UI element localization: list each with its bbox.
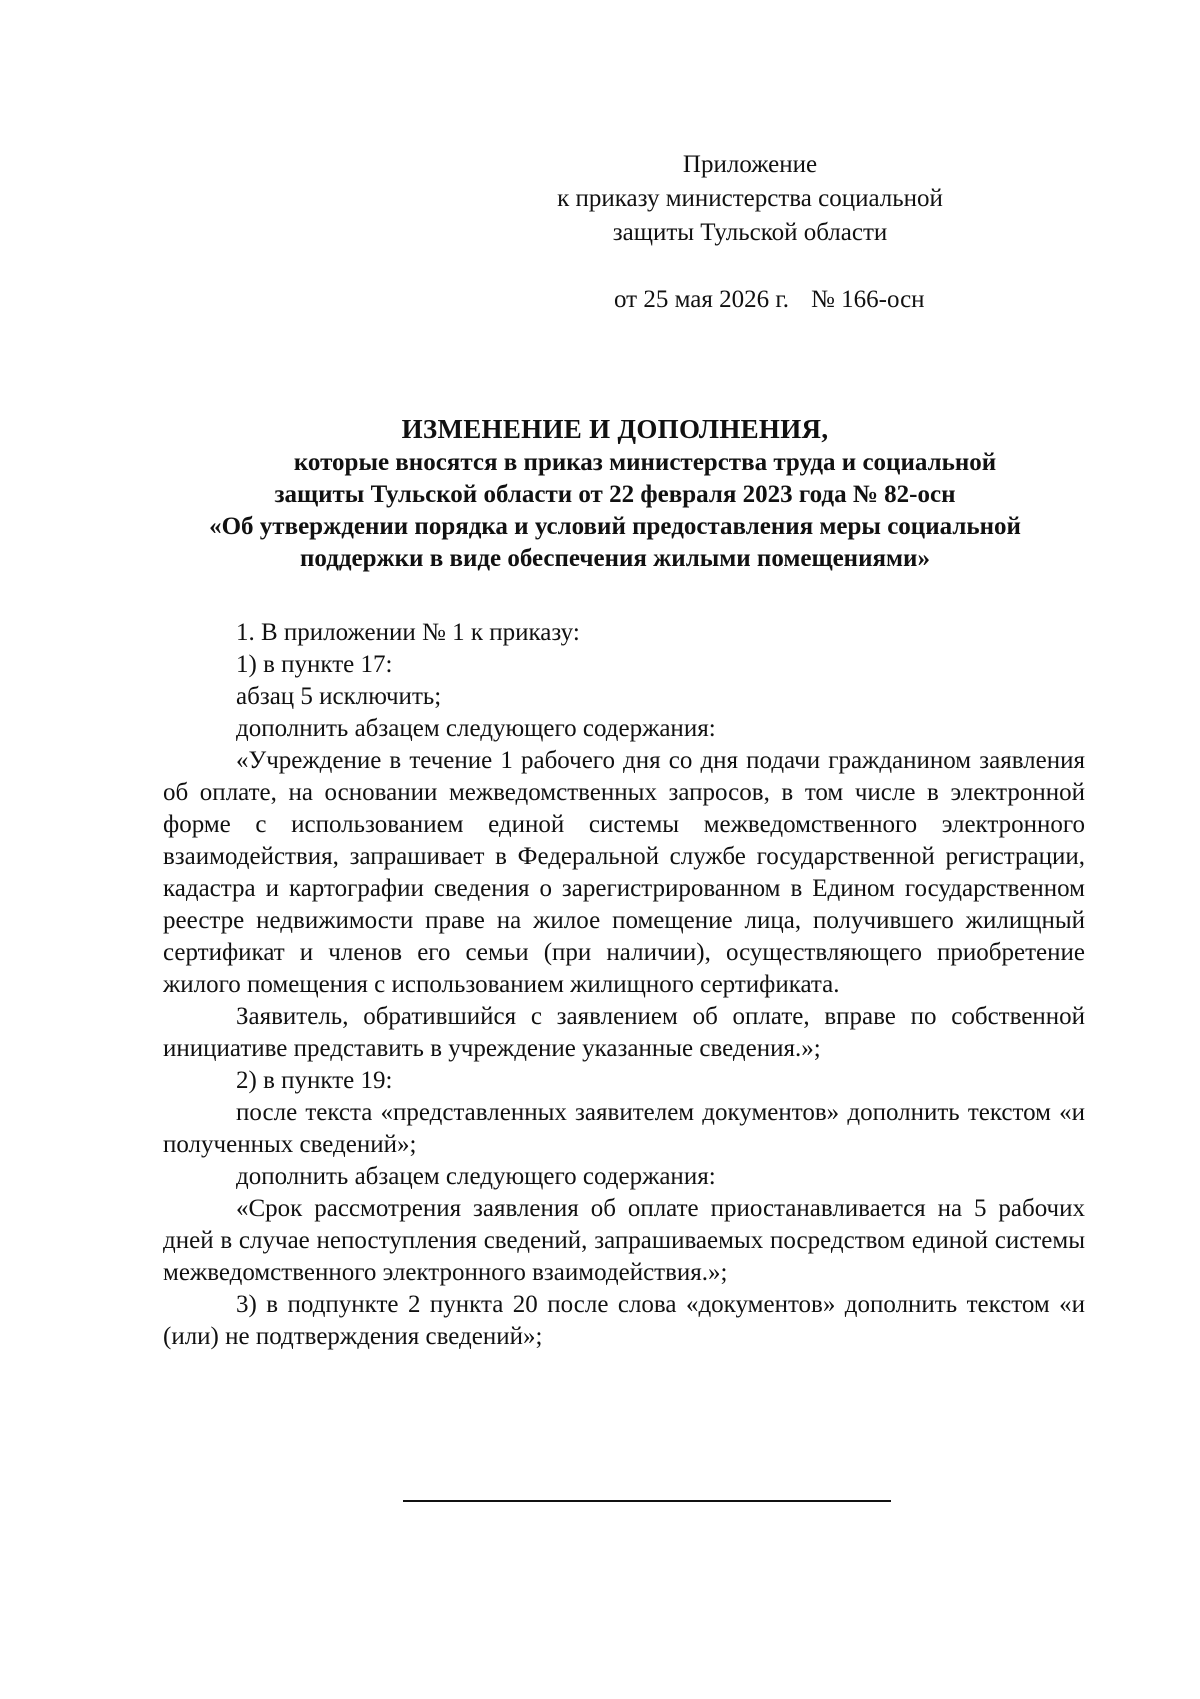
document-heading [150,413,1080,575]
paragraph: абзац 5 исключить; [236,683,442,710]
paragraph: «Срок рассмотрения заявления об оплате приостанавливается на 5 рабочих дней в случае непоступления сведений, запрашиваемых посредством единой системы межведомственного электронного взаимодействия.»; [163,1195,1085,1286]
appendix-line-2: к приказу министерства социальной [557,185,943,212]
paragraph: 1. В приложении № 1 к приказу: [236,619,580,646]
heading-line-1: которые вносятся в приказ министерства труда и социальной [293,449,997,476]
appendix-block [470,148,1030,250]
paragraph: Заявитель, обратившийся с заявлением об оплате, вправе по собственной инициативе представить в учреждение указанные сведения.»; [163,1003,1085,1062]
appendix-date: от 25 мая 2026 г. [614,286,790,313]
heading-line-4: поддержки в виде обеспечения жилыми помещениями» [300,545,930,572]
paragraph: «Учреждение в течение 1 рабочего дня со дня подачи гражданином заявления об оплате, на основании межведомственных запросов, в том числе в электронной форме с использованием единой системы межведомственного электронного взаимодействия, запрашивает в Федеральной службе государственной регистрации, кадастра и картографии сведения о зарегистрированном в Едином государственном реестре недвижимости праве на жилое помещение лица, получившего жилищный сертификат и членов его семьи (при наличии), осуществляющего приобретение жилого помещения с использованием жилищного сертификата. [163,747,1085,998]
paragraph: дополнить абзацем следующего содержания: [236,1163,716,1190]
appendix-line-3: защиты Тульской области [612,219,888,246]
paragraph: после текста «представленных заявителем документов» дополнить текстом «и полученных сведений»; [163,1099,1085,1158]
paragraph: дополнить абзацем следующего содержания: [236,715,716,742]
heading-line-2: защиты Тульской области от 22 февраля 2023 года № 82-осн [274,481,956,508]
appendix-line-1: Приложение [682,151,818,178]
heading-title: ИЗМЕНЕНИЕ И ДОПОЛНЕНИЯ, [401,414,829,444]
paragraph: 3) в подпункте 2 пункта 20 после слова «документов» дополнить текстом «и (или) не подтверждения сведений»; [163,1291,1085,1350]
footer-divider [403,1500,891,1502]
paragraph: 2) в пункте 19: [236,1067,393,1094]
heading-line-3: «Об утверждении порядка и условий предоставления меры социальной [209,513,1021,540]
appendix-date-line [614,283,925,317]
paragraph: 1) в пункте 17: [236,651,393,678]
document-body [163,617,1085,1353]
appendix-number: № 166-осн [811,286,925,313]
